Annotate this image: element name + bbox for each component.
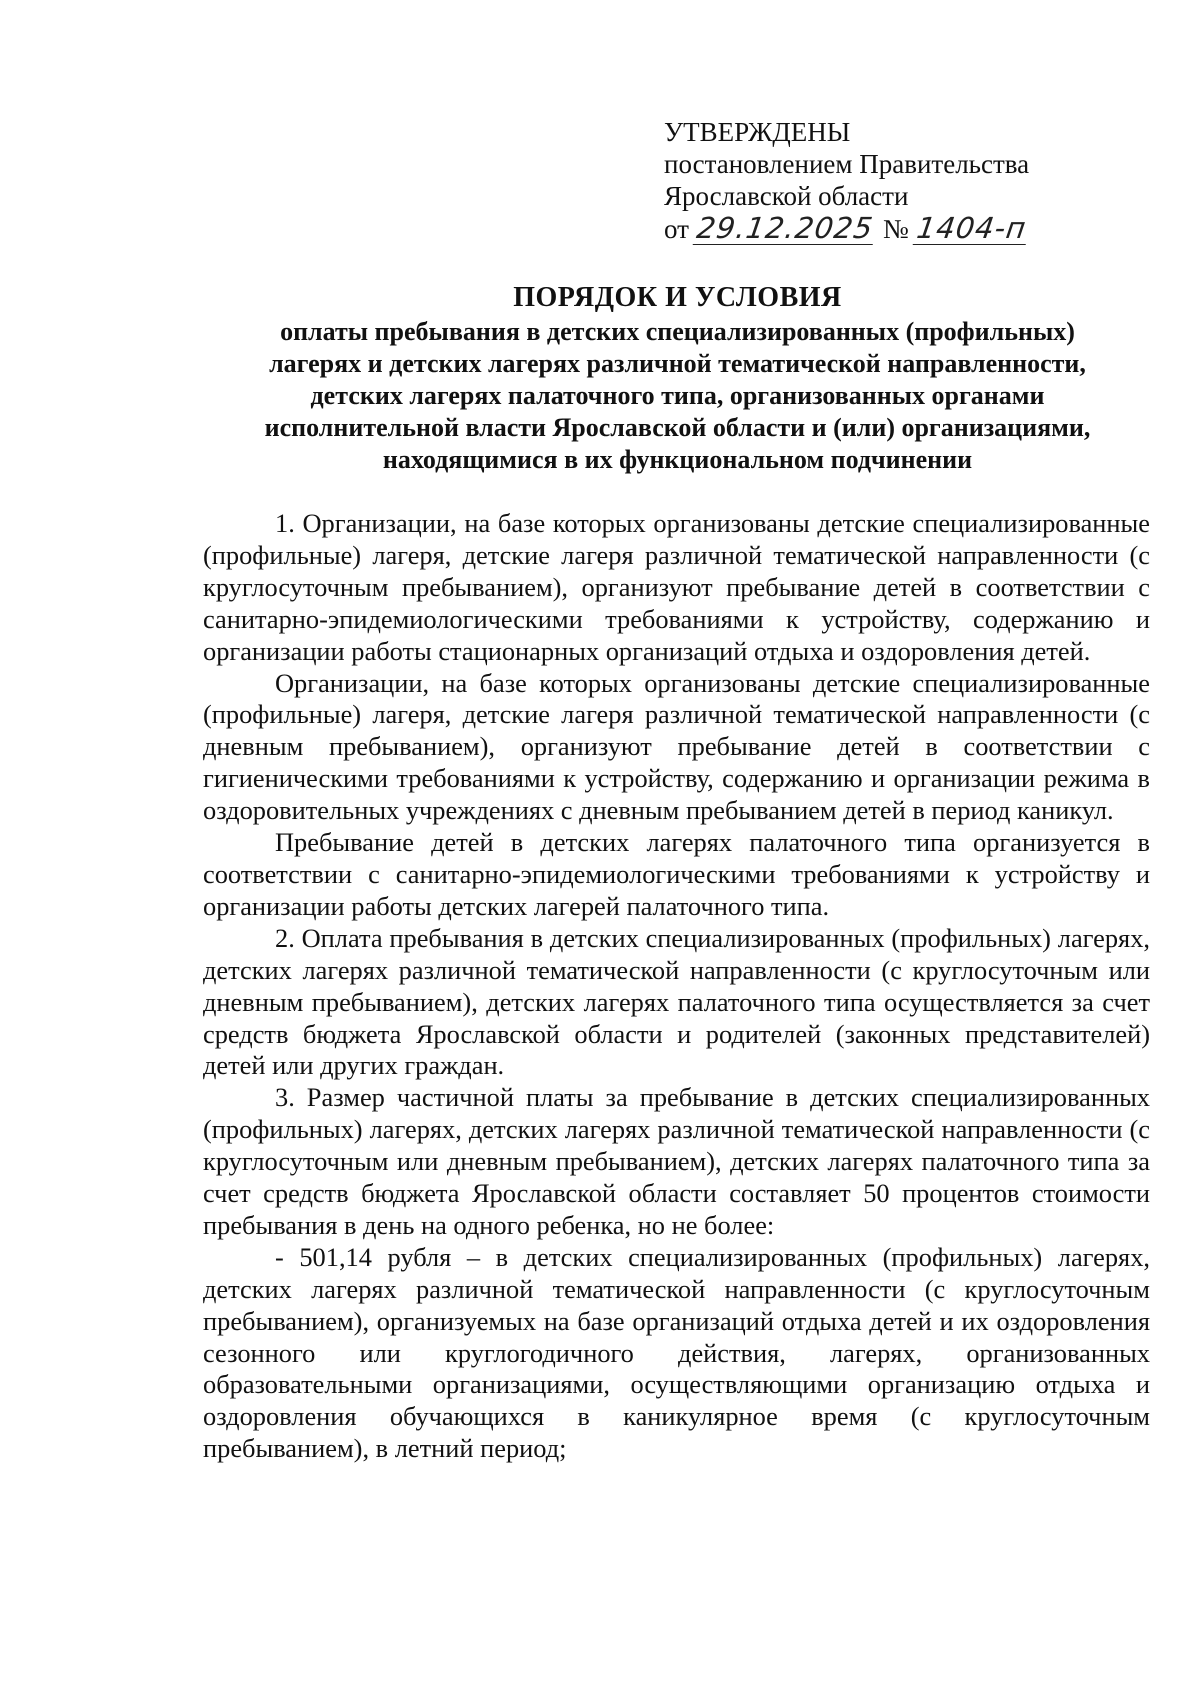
handwritten-number: 1404-п — [914, 211, 1029, 245]
approval-heading: УТВЕРЖДЕНЫ — [664, 117, 851, 147]
paragraph-1-tent-camps: Пребывание детей в детских лагерях палаточного типа организуется в соответствии с санитарно-эпидемиологическими требованиями к устройству и организации работы детских лагерей палаточного типа. — [203, 827, 1150, 921]
handwritten-date: 29.12.2025 — [694, 211, 876, 245]
approval-from-prefix: от — [664, 214, 689, 244]
subtitle-line: детских лагерях палаточного типа, организованных органами — [310, 381, 1045, 410]
approval-number-sign: № — [883, 214, 909, 244]
subtitle-line: оплаты пребывания в детских специализированных (профильных) — [280, 317, 1075, 346]
approval-date-number-line — [664, 212, 1124, 245]
document-title: ПОРЯДОК И УСЛОВИЯ — [513, 282, 842, 313]
paragraph-1-day-camps: Организации, на базе которых организованы детские специализированные (профильные) лагеря, детские лагеря различной тематической направленности (с дневным пребыванием), организуют пребывание детей в соответствии с гигиеническими требованиями к устройству, содержанию и организации режима в оздоровительных учреждениях с дневным пребыванием детей в период каникул. — [203, 667, 1150, 826]
paragraph-3-rate-item: - 501,14 рубля – в детских специализированных (профильных) лагерях, детских лагерях различной тематической направленности (с круглосуточным пребыванием), организуемых на базе организаций отдыха детей и их оздоровления сезонного или круглогодичного действия, лагерях, организованных образовательными организациями, осуществляющими организацию отдыха и оздоровления обучающихся в каникулярное время (с круглосуточным пребыванием), в летний период; — [203, 1241, 1150, 1464]
subtitle-line: находящимися в их функциональном подчинении — [382, 445, 973, 474]
document-body — [203, 508, 1150, 1465]
paragraph-1: 1. Организации, на базе которых организованы детские специализированные (профильные) лагеря, детские лагеря различной тематической направленности (с круглосуточным пребыванием), организуют пребывание детей в соответствии с санитарно-эпидемиологическими требованиями к устройству, содержанию и организации работы стационарных организаций отдыха и оздоровления детей. — [203, 508, 1150, 666]
approval-resolution-line: постановлением Правительства — [664, 149, 1030, 179]
paragraph-3: 3. Размер частичной платы за пребывание в детских специализированных (профильных) лагерях, детских лагерях различной тематической направленности (с круглосуточным или дневным пребыванием), детских лагерях палаточного типа за счет средств бюджета Ярославской области составляет 50 процентов стоимости пребывания в день на одного ребенка, но не более: — [203, 1082, 1150, 1240]
subtitle-line: исполнительной власти Ярославской области и (или) организациями, — [264, 413, 1091, 442]
approval-region-line: Ярославской области — [664, 181, 909, 211]
subtitle-line: лагерях и детских лагерях различной тематической направленности, — [269, 349, 1086, 378]
title-block — [205, 280, 1150, 476]
approval-block — [664, 116, 1124, 245]
paragraph-2: 2. Оплата пребывания в детских специализированных (профильных) лагерях, детских лагерях различной тематической направленности (с круглосуточным или дневным пребыванием), детских лагерях палаточного типа осуществляется за счет средств бюджета Ярославской области и родителей (законных представителей) детей или других граждан. — [203, 922, 1150, 1081]
